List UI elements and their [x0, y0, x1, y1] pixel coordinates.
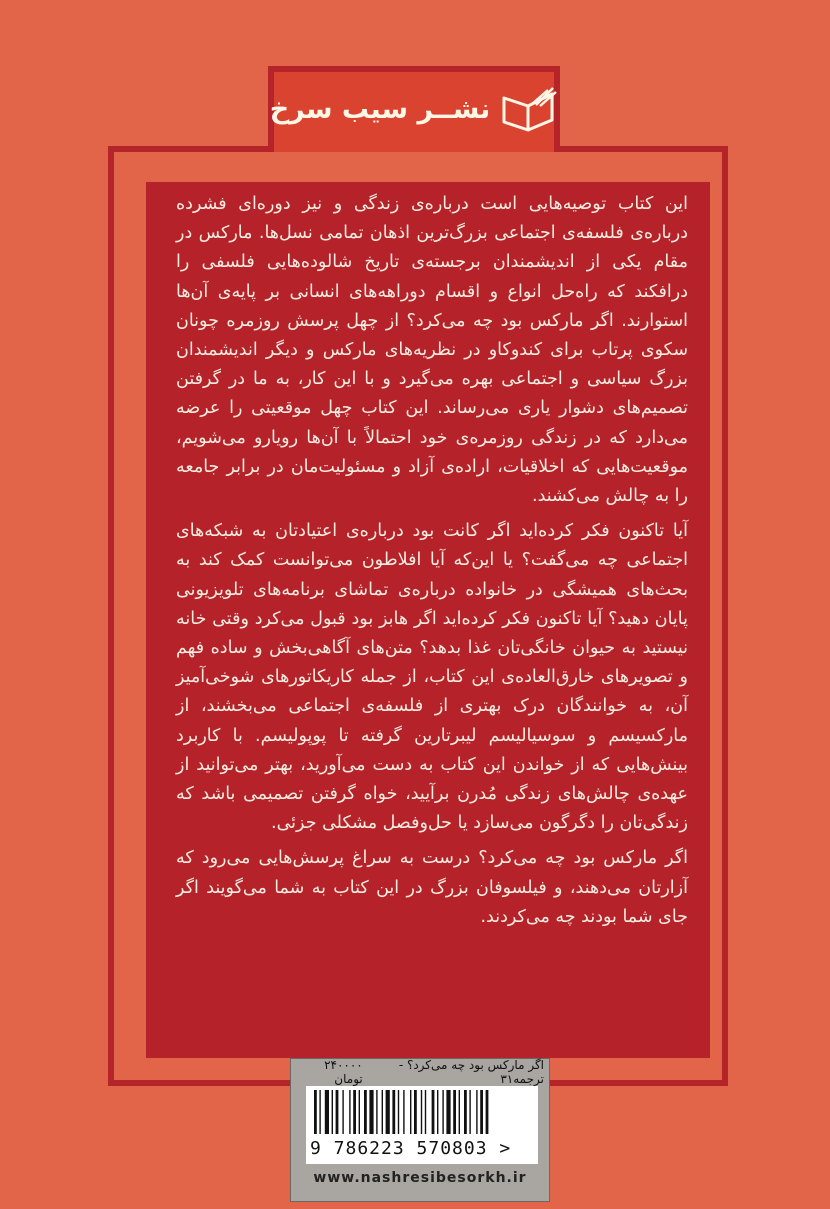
- isbn-digits: 9 786223 570803 >: [310, 1138, 512, 1159]
- description-paragraph-2: آیا تاکنون فکر کرده‌اید اگر کانت بود درباره‌ی اعتیادتان به شبکه‌های اجتماعی چه می‌گفت؟ یا این‌که آیا افلاطون می‌توانست کمک کند به بحث‌های همیشگی در خانواده درباره‌ی تماشای برنامه‌های تلویزیونی پایان دهید؟ آیا تاکنون فکر کرده‌اید اگر هابز بود قبول می‌کرد وقتی خانه نیستید به حیوان خانگی‌تان غذا بدهد؟ متن‌های آگاهی‌بخش و ساده فهم و تصویرهای خارق‌العاده‌ی این کتاب، از جمله کاریکاتورهای شوخی‌آمیز آن، به خوانندگان درک بهتری از فلسفه‌ی اجتماعی می‌بخشند، از مارکسیسم و سوسیالیسم لیبرتارین گرفته تا پوپولیسم. با کاربرد بینش‌هایی که از خواندن این کتاب به دست می‌آورید، بهتر می‌توانید از عهده‌ی چالش‌های زندگی مُدرن برآیید، خواه گرفتن تصمیمی باشد که زندگی‌تان را دگرگون می‌سازد یا حل‌وفصل مشکلی جزئی.: [176, 521, 688, 834]
- book-title-line: اگر مارکس بود چه می‌کرد؟ - ترجمه۳۱: [398, 1058, 544, 1086]
- book-description: [176, 190, 688, 938]
- description-paragraph-1: این کتاب توصیه‌هایی است درباره‌ی زندگی و نیز دوره‌ای فشرده درباره‌ی فلسفه‌ی اجتماعی بزرگ‌ترین اذهان تمامی نسل‌ها. مارکس در مقام یکی از اندیشمندان برجسته‌ی تاریخ شالوده‌هایی فلسفی را درافکند که راه‌حل انواع و اقسام دوراهه‌های انسانی بر پایه‌ی آن‌ها استوارند. اگر مارکس بود چه می‌کرد؟ از چهل پرسش روزمره چونان سکوی پرتاب برای کندوکاو در نظریه‌های مارکس و دیگر اندیشمندان بزرگ سیاسی و اجتماعی بهره می‌گیرد و با این کار، به ما در گرفتن تصمیم‌های دشوار یاری می‌رساند. این کتاب چهل موقعیتی را عرضه می‌دارد که در زندگی روزمره‌ی خود احتمالاً با آن‌ها رویارو می‌شویم، موقعیت‌هایی که اخلاقیات، اراده‌ی آزاد و مسئولیت‌مان در برابر جامعه را به چالش می‌کشند.: [176, 194, 688, 507]
- book-icon: [500, 84, 558, 134]
- description-paragraph-3: اگر مارکس بود چه می‌کرد؟ درست به سراغ پرسش‌هایی می‌رود که آزارتان می‌دهند، و فیلسوفان بزرگ در این کتاب به شما می‌گویند اگر جای شما بودند چه می‌کردند.: [176, 848, 688, 927]
- publisher-website: www.nashresibesorkh.ir: [313, 1170, 527, 1186]
- publisher-name: نشــر سیب سرخ: [269, 93, 491, 125]
- publisher-logo: [268, 66, 560, 152]
- price-text: ۲۴۰۰۰۰ تومان: [324, 1058, 363, 1086]
- price-line: [296, 1058, 544, 1086]
